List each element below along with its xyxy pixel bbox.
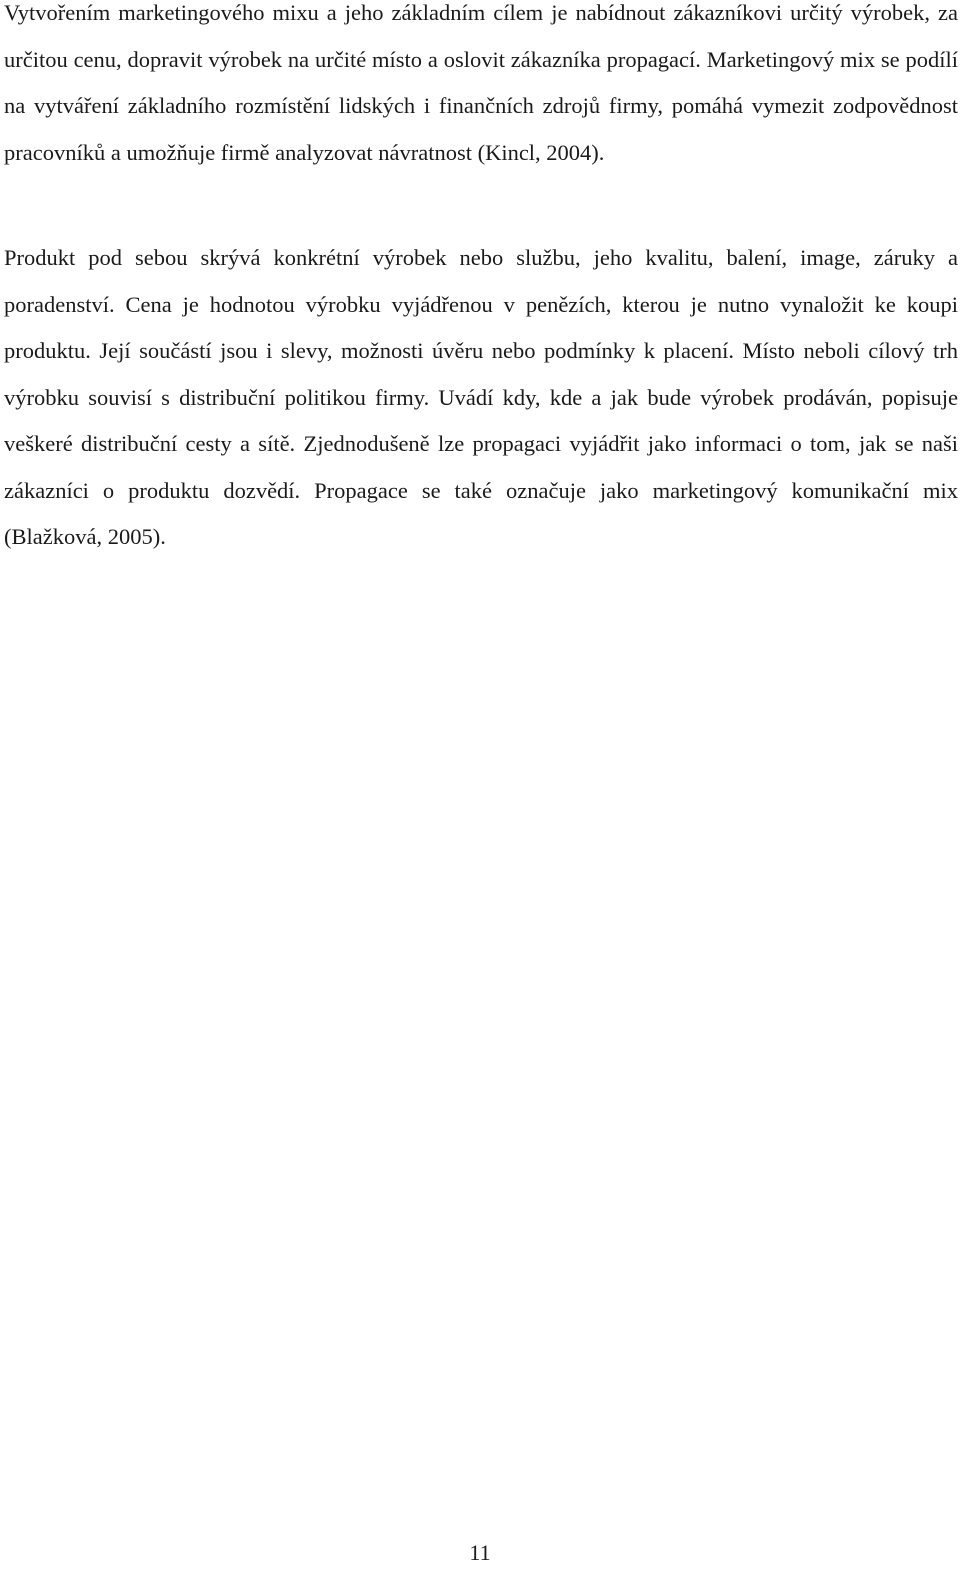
paragraph-product-price-place-promotion: Produkt pod sebou skrývá konkrétní výrobek nebo službu, jeho kvalitu, balení, image, záruky a poradenství. Cena je hodnotou výrobku vyjádřenou v penězích, kterou je nutno vynaložit ke koupi produktu. Její součástí jsou i slevy, možnosti úvěru nebo podmínky k placení. Místo neboli cílový trh výrobku souvisí s distribuční politikou firmy. Uvádí kdy, kde a jak bude výrobek prodáván, popisuje veškeré distribuční cesty a sítě. Zjednodušeně lze propagaci vyjádřit jako informaci o tom, jak se naši zákazníci o produktu dozvědí. Propagace se také označuje jako marketingový komunikační mix (Blažková, 2005). bbox=[4, 245, 958, 549]
page-number: 11 bbox=[469, 1540, 491, 1565]
paragraph-marketing-mix: Vytvořením marketingového mixu a jeho základním cílem je nabídnout zákazníkovi určitý výrobek, za určitou cenu, dopravit výrobek na určité místo a oslovit zákazníka propagací. Marketingový mix se podílí na vytváření základního rozmístění lidských i finančních zdrojů firmy, pomáhá vymezit zodpovědnost pracovníků a umožňuje firmě analyzovat návratnost (Kincl, 2004). bbox=[4, 0, 958, 165]
